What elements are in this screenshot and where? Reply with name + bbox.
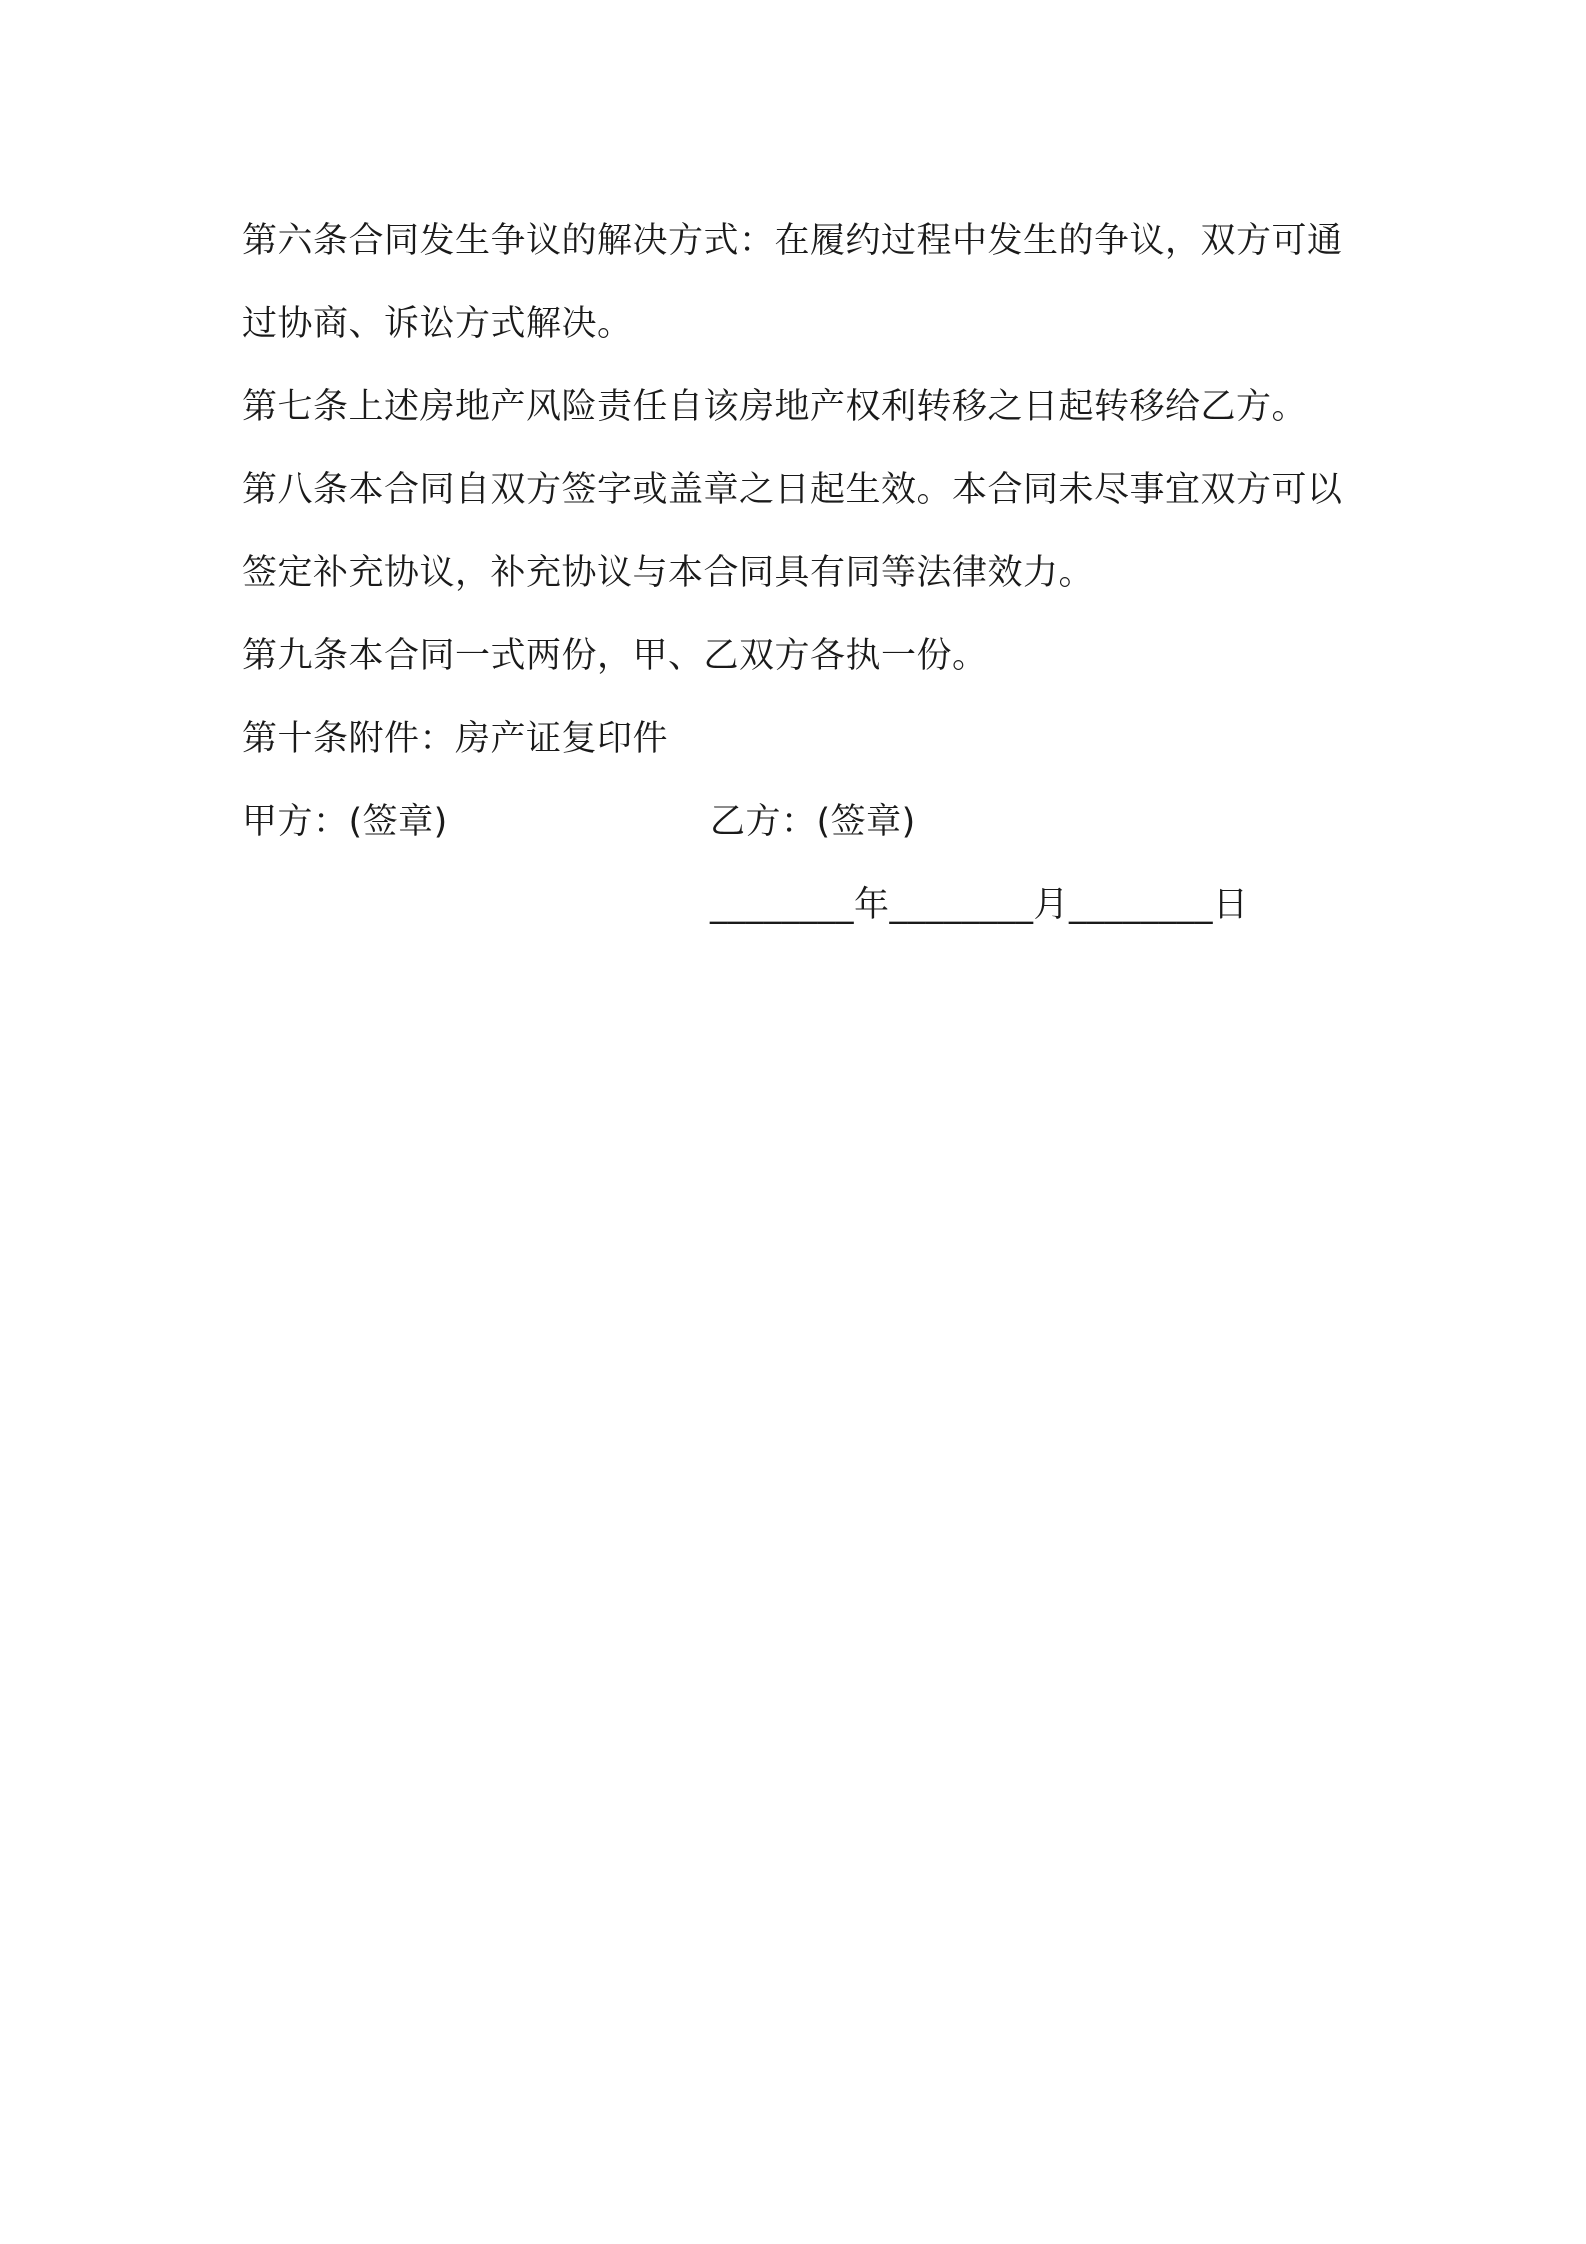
clause-9: 第九条本合同一式两份，甲、乙双方各执一份。 (242, 636, 988, 676)
clause-6: 第六条合同发生争议的解决方式：在履约过程中发生的争议，双方可通过协商、诉讼方式解决。 (242, 221, 1343, 344)
clause-10: 第十条附件：房产证复印件 (242, 719, 669, 759)
party-a-signature: 甲方：(签章) (242, 802, 448, 842)
signing-date: ________年________月________日 (710, 885, 1249, 925)
document-body (242, 200, 1362, 947)
signature-row (242, 781, 1362, 864)
party-b-signature: 乙方：(签章) (710, 802, 916, 842)
clause-8: 第八条本合同自双方签字或盖章之日起生效。本合同未尽事宜双方可以签定补充协议，补充协议与本合同具有同等法律效力。 (242, 470, 1343, 593)
date-row (242, 864, 1362, 947)
clause-7: 第七条上述房地产风险责任自该房地产权利转移之日起转移给乙方。 (242, 387, 1308, 427)
